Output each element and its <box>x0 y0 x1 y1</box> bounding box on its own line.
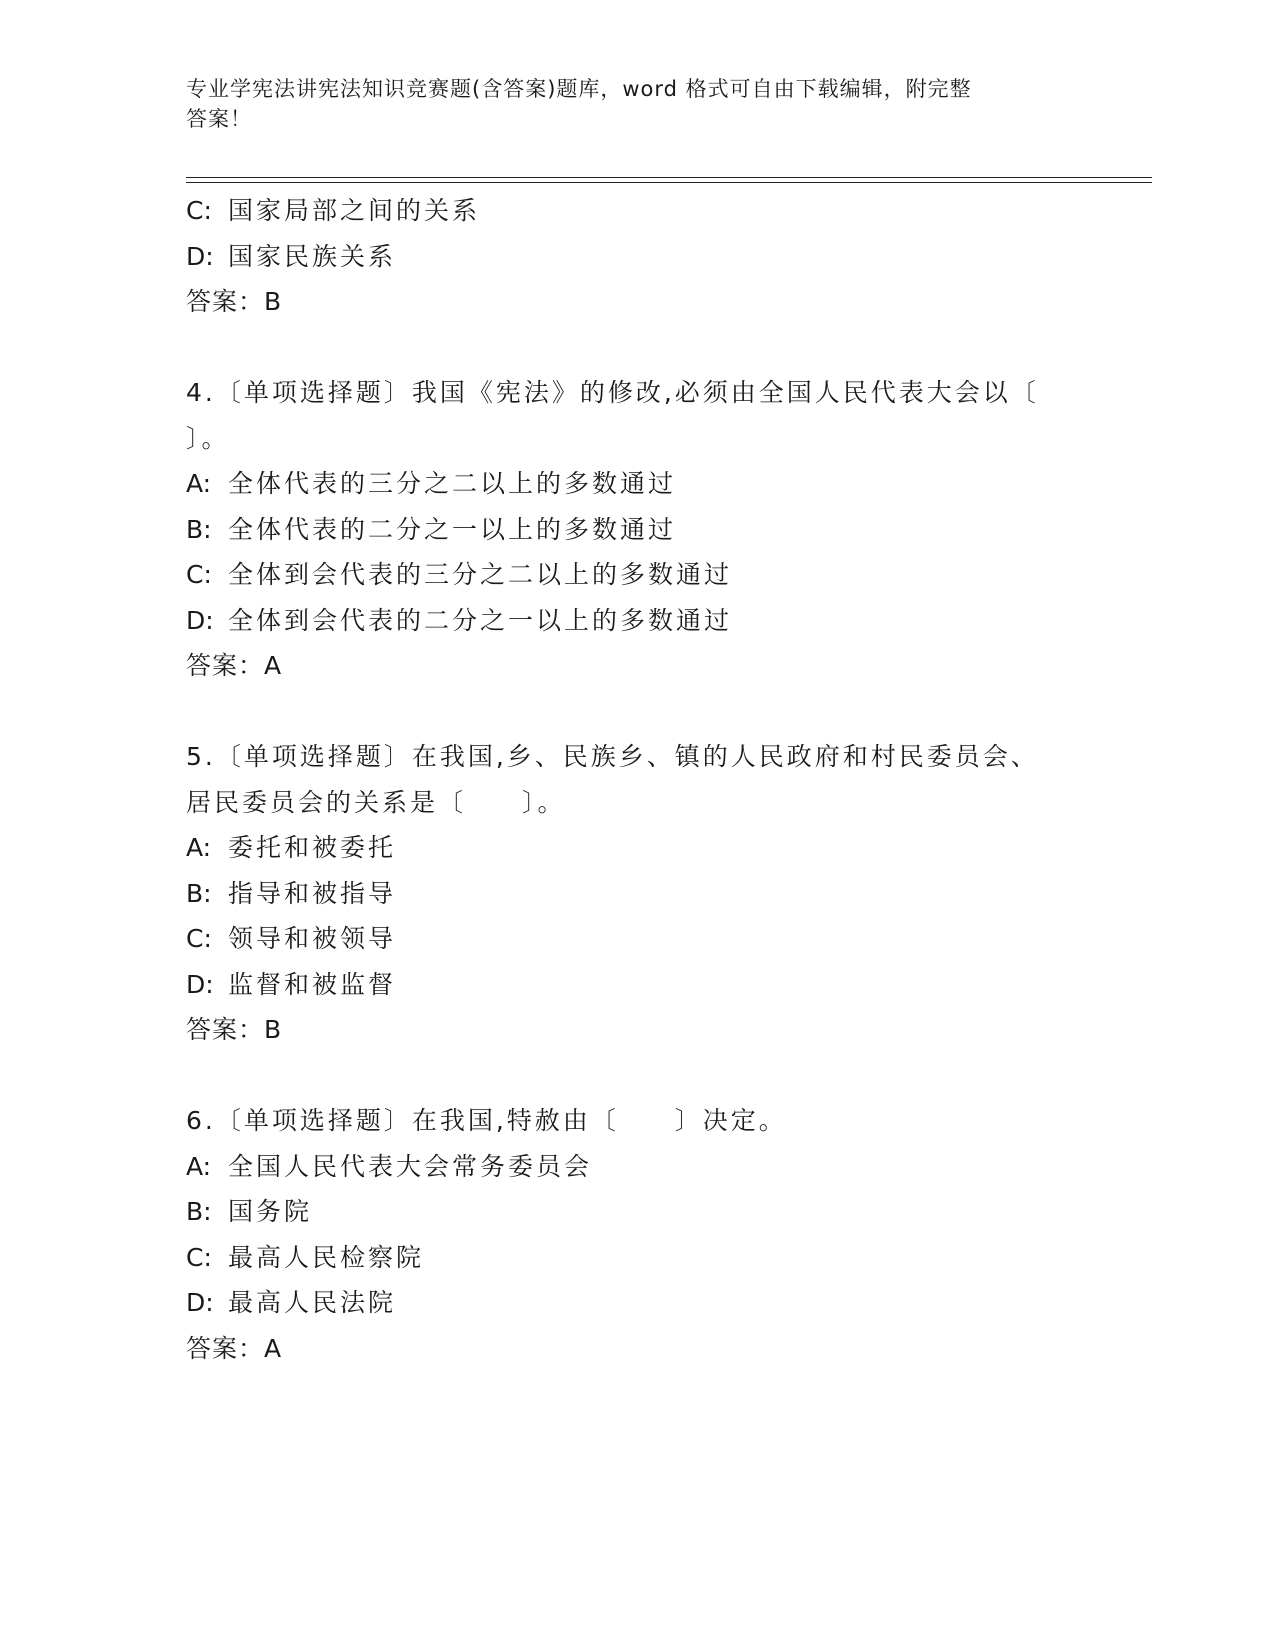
document-header <box>186 74 1066 134</box>
option-c: C: 领导和被领导 <box>186 924 397 953</box>
option-d: D: 国家民族关系 <box>186 241 397 271</box>
answer: 答案：B <box>186 1015 283 1044</box>
question-text-cont: 〕。 <box>186 423 230 453</box>
question-6 <box>186 1098 1086 1371</box>
question-text: 4.〔单项选择题〕我国《宪法》的修改,必须由全国人民代表大会以〔 <box>186 378 1039 407</box>
question-5 <box>186 734 1086 1053</box>
header-line-2: 答案！ <box>186 107 252 131</box>
question-list <box>186 188 1086 1371</box>
question-text: 5.〔单项选择题〕在我国,乡、民族乡、镇的人民政府和村民委员会、 <box>186 742 1039 771</box>
header-line-1: 专业学宪法讲宪法知识竞赛题(含答案)题库，word 格式可自由下载编辑，附完整 <box>186 77 972 101</box>
partial-question <box>186 188 1086 325</box>
option-c: C: 全体到会代表的三分之二以上的多数通过 <box>186 560 733 589</box>
option-a: A: 全国人民代表大会常务委员会 <box>186 1151 593 1181</box>
answer: 答案：A <box>186 651 283 680</box>
option-c: C: 国家局部之间的关系 <box>186 196 481 225</box>
header-rule-top <box>186 177 1152 178</box>
answer: 答案：B <box>186 287 283 316</box>
option-b: B: 指导和被指导 <box>186 878 397 908</box>
option-d: D: 最高人民法院 <box>186 1288 397 1317</box>
question-text-cont: 居民委员会的关系是〔 〕。 <box>186 787 566 817</box>
header-rule-bottom <box>186 182 1152 183</box>
option-c: C: 最高人民检察院 <box>186 1242 425 1272</box>
option-a: A: 全体代表的三分之二以上的多数通过 <box>186 469 677 498</box>
answer: 答案：A <box>186 1333 283 1363</box>
option-a: A: 委托和被委托 <box>186 833 397 862</box>
option-d: D: 全体到会代表的二分之一以上的多数通过 <box>186 605 733 635</box>
option-b: B: 国务院 <box>186 1197 313 1226</box>
option-b: B: 全体代表的二分之一以上的多数通过 <box>186 514 677 544</box>
question-4 <box>186 370 1086 689</box>
option-d: D: 监督和被监督 <box>186 969 397 999</box>
question-text: 6.〔单项选择题〕在我国,特赦由〔 〕决定。 <box>186 1106 787 1135</box>
